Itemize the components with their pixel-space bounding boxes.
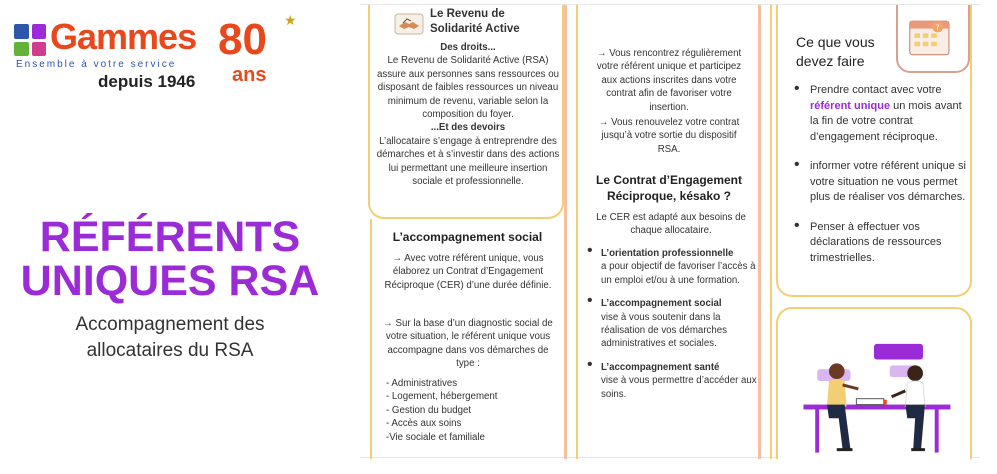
todo-card	[776, 5, 972, 297]
brochure-panel	[360, 4, 980, 458]
column-cer	[575, 5, 758, 459]
logo-anniversary-unit: ans	[232, 64, 267, 86]
intro-p1: → Vous rencontrez régulièrement votre référent unique et participez aux actions inscrites dans votre contrat afin de favoriser votre insertion.	[596, 48, 742, 113]
rights-text: Le Revenu de Solidarité Active (RSA) assure aux personnes sans ressources ou disposant de faibles ressources un niveau minimum de revenu, variable selon la composition du foyer.	[376, 55, 559, 121]
cer-text: Le CER est adapté aux besoins de chaque allocataire.	[596, 212, 746, 237]
list-item: -Vie sociale et familiale	[386, 431, 485, 443]
todo-title	[796, 33, 875, 71]
bullet-text: a pour objectif de favoriser l’accès à un emploi et/ou à une formation.	[601, 261, 756, 286]
page-subtitle-line2: allocataires du RSA	[86, 340, 254, 361]
calendar-icon	[906, 13, 962, 61]
support-p1: → Avec votre référent unique, vous élaborez un Contrat d’Engagement Réciproque (CER) d’une durée définie.	[384, 253, 552, 291]
logo-squares-icon	[14, 24, 46, 56]
list-item	[792, 83, 970, 145]
column-rsa	[360, 5, 565, 459]
support-list	[386, 377, 556, 444]
svg-text:?: ?	[935, 22, 940, 32]
list-item: - Administratives	[386, 378, 458, 389]
column-todo	[768, 5, 980, 459]
todo-title-line1: Ce que vous	[796, 34, 875, 50]
bullet-text: vise à vous soutenir dans la réalisation de vos démarches administratives et sociales.	[601, 311, 728, 350]
list-item: - Gestion du budget	[386, 404, 472, 416]
rsa-title-line1: Le Revenu de	[430, 8, 505, 20]
rsa-title-line2: Solidarité Active	[430, 23, 520, 35]
rsa-body	[374, 41, 562, 188]
list-item	[587, 247, 757, 287]
rsa-card	[368, 5, 564, 219]
bullet-title: L’orientation professionnelle	[601, 248, 734, 259]
bullet1-pre: Prendre contact avec votre	[810, 84, 942, 96]
cer-title	[579, 172, 759, 204]
list-item: - Accès aux soins	[386, 418, 462, 430]
bullet-text: vise à vous permettre d’accéder aux soins.	[601, 375, 757, 400]
intro-p2: → Vous renouvelez votre contrat jusqu’à votre sortie du dispositif RSA.	[598, 117, 740, 155]
support-title: L’accompagnement social	[392, 230, 543, 244]
handshake-icon	[394, 13, 424, 35]
page-subtitle	[0, 312, 340, 364]
bullet-title: L’accompagnement social	[601, 298, 722, 310]
calendar-frame	[896, 5, 970, 73]
duties-heading: ...Et des devoirs	[430, 122, 506, 134]
list-item: • informer votre référent unique si votre situation ne vous permet plus de réaliser vos démarches.	[792, 159, 970, 206]
cer-title-line2: Réciproque, késako ?	[606, 189, 732, 203]
gammes-logo	[10, 10, 310, 95]
cer-title-line1: Le Contrat d’Engagement	[595, 173, 742, 187]
rights-heading: Des droits...	[440, 42, 496, 53]
bullet-title: L’accompagnement santé	[601, 361, 720, 373]
logo-since: depuis 1946	[98, 72, 196, 91]
logo-brand: Gammes	[50, 16, 197, 57]
page-title-line1: RÉFÉRENTS	[39, 213, 301, 261]
illustration-card	[776, 307, 972, 459]
support-p2: → Sur la base d’un diagnostic social de votre situation, le référent unique vous accompagne dans vos démarches de type :	[383, 318, 553, 370]
cer-bullets	[587, 247, 757, 411]
meeting-illustration-icon	[778, 309, 970, 459]
star-icon: ★	[284, 12, 297, 28]
list-item	[587, 297, 757, 351]
duties-text: L’allocataire s’engage à entreprendre des démarches et à s’investir dans des actions lui permettant une meilleure insertion sociale et professionnelle.	[376, 135, 560, 188]
divider-line	[758, 5, 761, 459]
page-title-line2: UNIQUES RSA	[20, 257, 320, 305]
todo-title-line2: devez faire	[796, 53, 865, 69]
bullet1-highlight: référent unique	[810, 99, 891, 112]
logo-tagline: Ensemble à votre service	[16, 59, 177, 70]
rsa-title	[430, 7, 520, 37]
page-title	[0, 215, 340, 303]
logo-anniversary-number: 80	[218, 15, 267, 64]
list-item	[587, 361, 757, 401]
list-item: • Penser à effectuer vos déclarations de ressources trimestrielles.	[792, 220, 970, 267]
bullet1-post: un mois avant la fin de votre contrat d’engagement réciproque.	[810, 99, 962, 143]
page-subtitle-line1: Accompagnement des	[75, 314, 265, 335]
todo-bullets	[792, 83, 970, 280]
list-item: - Logement, hébergement	[386, 391, 498, 403]
